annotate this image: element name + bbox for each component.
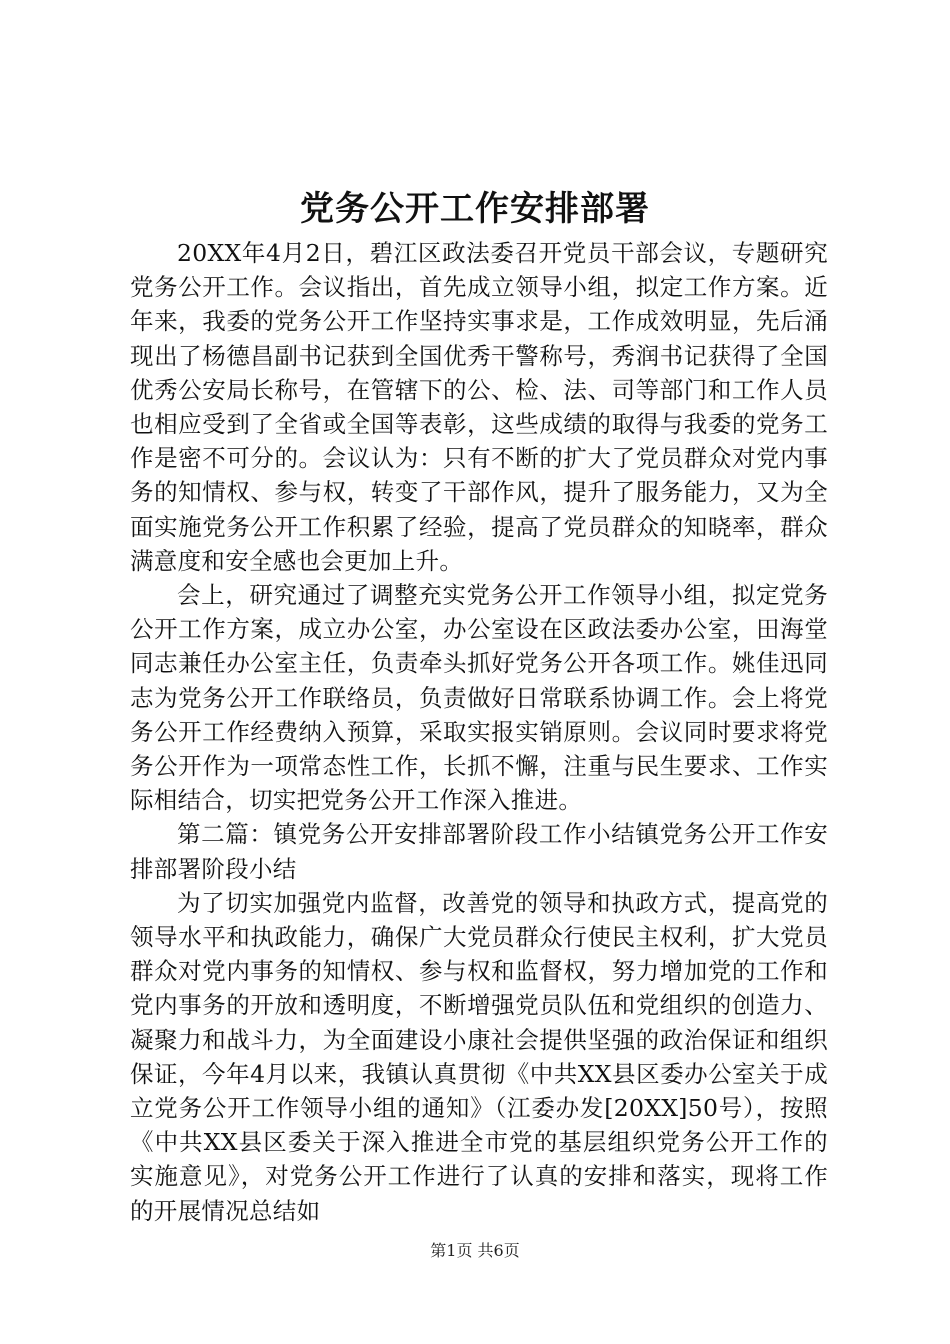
- paragraph-1: 20XX年4月2日，碧江区政法委召开党员干部会议，专题研究党务公开工作。会议指出，首先成立领导小组，拟定工作方案。近年来，我委的党务公开工作坚持实事求是，工作成效明显，先后涌现出了杨德昌副书记获到全国优秀干警称号，秀润书记获得了全国优秀公安局长称号，在管辖下的公、检、法、司等部门和工作人员也相应受到了全省或全国等表彰，这些成绩的取得与我委的党务工作是密不可分的。会议认为：只有不断的扩大了党员群众对党内事务的知情权、参与权，转变了干部作风，提升了服务能力，又为全面实施党务公开工作积累了经验，提高了党员群众的知晓率，群众满意度和安全感也会更加上升。: [130, 239, 828, 575]
- document-body: [130, 236, 828, 1228]
- page-number-footer: 第1页 共6页: [430, 1241, 520, 1260]
- paragraph-2: 会上，研究通过了调整充实党务公开工作领导小组，拟定党务公开工作方案，成立办公室，办公室设在区政法委办公室，田海堂同志兼任办公室主任，负责牵头抓好党务公开各项工作。姚佳迅同志为党务公开工作联络员，负责做好日常联系协调工作。会上将党务公开工作经费纳入预算，采取实报实销原则。会议同时要求将党务公开作为一项常态性工作，长抓不懈，注重与民生要求、工作实际相结合，切实把党务公开工作深入推进。: [130, 581, 828, 815]
- paragraph-4: 为了切实加强党内监督，改善党的领导和执政方式，提高党的领导水平和执政能力，确保广大党员群众行使民主权利，扩大党员群众对党内事务的知情权、参与权和监督权，努力增加党的工作和党内事务的开放和透明度，不断增强党员队伍和党组织的创造力、凝聚力和战斗力，为全面建设小康社会提供坚强的政治保证和组织保证，今年4月以来，我镇认真贯彻《中共XX县区委办公室关于成立党务公开工作领导小组的通知》（江委办发[20XX]50号），按照《中共XX县区委关于深入推进全市党的基层组织党务公开工作的实施意见》，对党务公开工作进行了认真的安排和落实，现将工作的开展情况总结如: [130, 888, 828, 1225]
- paragraph-3: 第二篇：镇党务公开安排部署阶段工作小结镇党务公开工作安排部署阶段小结: [130, 820, 828, 883]
- document-title: 党务公开工作安排部署: [300, 189, 650, 229]
